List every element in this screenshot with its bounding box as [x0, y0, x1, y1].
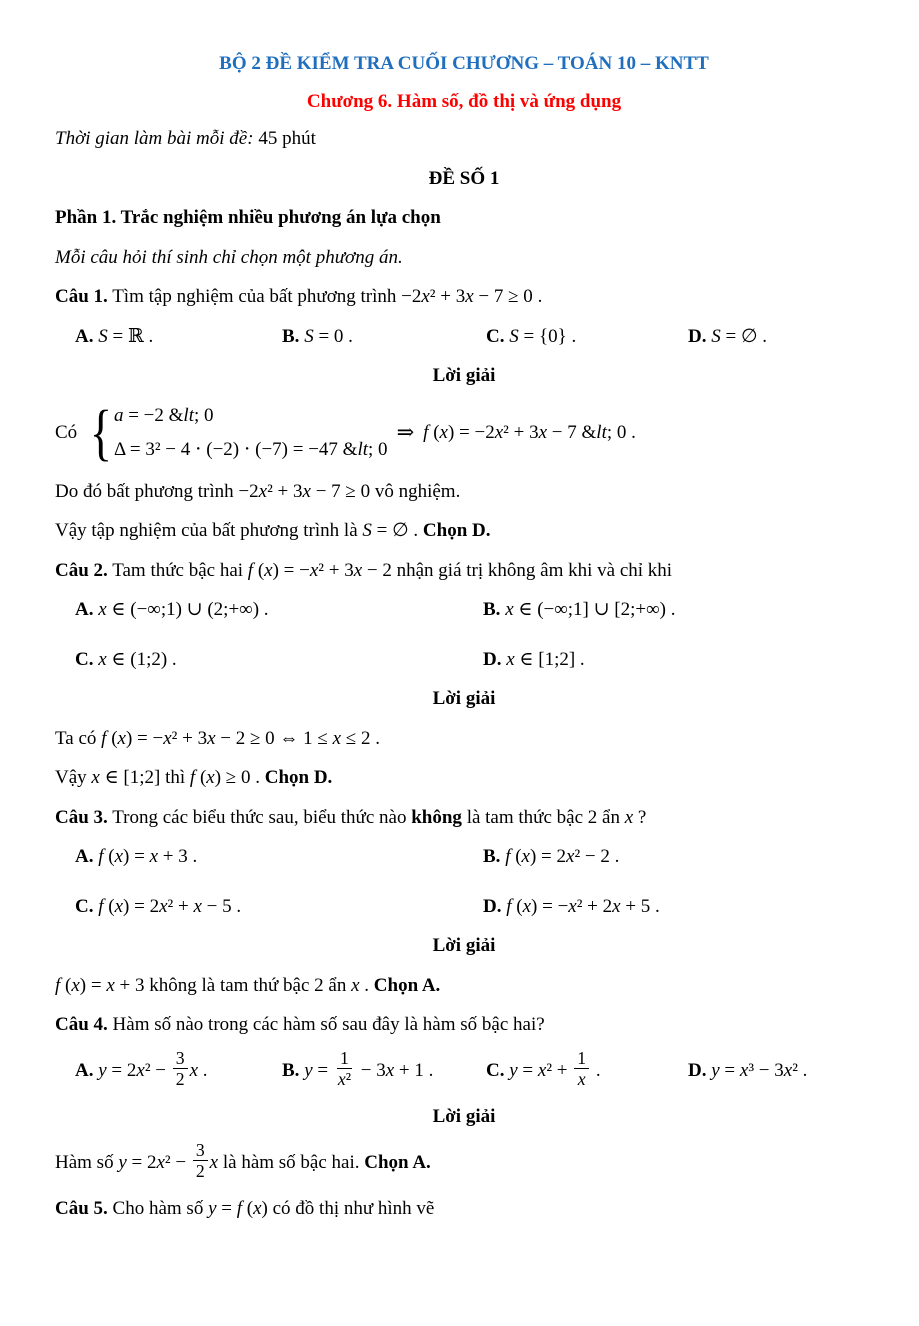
question-3-text: Trong các biểu thức sau, biểu thức nào — [107, 806, 412, 828]
question-1-math: −2x² + 3x − 7 ≥ 0 — [401, 286, 533, 307]
q3-sol-math2: x — [351, 974, 360, 996]
option-c — [75, 893, 483, 922]
question-5-math: y = f (x) — [208, 1198, 268, 1220]
q2-answer-choice: Chọn D. — [259, 767, 333, 789]
question-5-end: có đồ thị như hình vẽ — [267, 1198, 435, 1220]
question-2-end: nhận giá trị không âm khi và chỉ khi — [391, 559, 673, 581]
q4-sol-text2: là hàm số bậc hai. — [218, 1151, 360, 1173]
q3-solution-line1 — [55, 972, 873, 1001]
option-c-label: C. — [486, 1059, 505, 1081]
question-1-label: Câu 1. — [55, 286, 108, 307]
q4-sol-math: y = 2x² − $\frac{3}{2}$ x — [118, 1139, 219, 1182]
solution-heading-1: Lời giải — [432, 365, 496, 386]
option-b-math: y = $\frac{1}{\text{x²}}$ − 3x + 1 . — [304, 1047, 434, 1089]
option-a-label: A. — [75, 325, 94, 347]
option-a-math: f (x) = x + 3 . — [98, 846, 198, 868]
question-1-solution-system — [55, 398, 873, 467]
option-a — [75, 323, 282, 352]
q3-sol-dot: . — [359, 974, 370, 996]
option-c — [75, 646, 483, 675]
q2-conclusion-text: Vậy — [55, 767, 92, 789]
q2-conclusion-math2: f (x) ≥ 0 . — [189, 767, 260, 789]
option-b-math: x ∈ (−∞;1] ∪ [2;+∞) . — [505, 599, 676, 621]
option-c-math: f (x) = 2x² + x − 5 . — [98, 895, 242, 917]
question-5-text: Cho hàm số — [107, 1198, 209, 1220]
q1-sol-end: vô nghiệm. — [370, 480, 461, 502]
option-d — [688, 1057, 873, 1086]
option-b-label: B. — [483, 846, 501, 868]
option-d-math: S = ∅ . — [711, 325, 768, 347]
case-1: a = −2 &lt; 0 — [113, 404, 214, 426]
option-a-math: S = ℝ . — [98, 325, 154, 347]
time-label: Thời gian làm bài mỗi đề: — [55, 128, 254, 149]
q2-sol-text: Ta có — [55, 727, 102, 749]
question-2-options — [55, 596, 873, 674]
q1-sol-math: −2x² + 3x − 7 ≥ 0 — [238, 480, 371, 502]
part1-note: Mỗi câu hỏi thí sinh chỉ chọn một phương án. — [55, 246, 403, 268]
option-b-label: B. — [282, 325, 300, 347]
option-d-label: D. — [483, 895, 502, 917]
option-d-label: D. — [483, 648, 502, 670]
question-4-stem — [55, 1011, 873, 1040]
option-d-math: x ∈ [1;2] . — [506, 648, 585, 670]
option-a — [75, 596, 483, 625]
q2-conclusion-math1: x ∈ [1;2] — [91, 767, 161, 789]
option-c-label: C. — [75, 895, 94, 917]
question-1-stem — [55, 283, 873, 312]
option-d-math: y = x³ − 3x² . — [711, 1060, 808, 1082]
option-d-label: D. — [688, 325, 707, 347]
option-c-math: S = {0} . — [509, 325, 577, 347]
time-info — [55, 125, 873, 154]
option-b — [483, 596, 873, 625]
question-4-label: Câu 4. — [55, 1014, 108, 1036]
question-5-label: Câu 5. — [55, 1198, 108, 1220]
q3-sol-math1: f (x) = x + 3 — [55, 974, 145, 996]
question-3-stem — [55, 804, 873, 833]
q1-conclusion-text: Vậy tập nghiệm của bất phương trình là — [55, 520, 363, 542]
question-1-end: . — [532, 286, 543, 307]
option-b-math: f (x) = 2x² − 2 . — [505, 846, 620, 868]
question-3-end: ? — [633, 806, 647, 828]
option-d-math: f (x) = −x² + 2x + 5 . — [506, 895, 660, 917]
solution-heading-4: Lời giải — [432, 1106, 496, 1128]
solution-heading-3: Lời giải — [432, 935, 496, 957]
q2-solution-line1 — [55, 725, 873, 754]
q3-answer-choice: Chọn A. — [369, 974, 441, 996]
option-a-math: y = 2x² − $\frac{3}{2}$ x . — [98, 1047, 208, 1089]
option-b-label: B. — [282, 1059, 300, 1081]
option-a-label: A. — [75, 599, 94, 621]
question-2-math: f (x) = −x² + 3x − 2 — [247, 559, 392, 581]
solution-heading-2: Lời giải — [432, 688, 496, 710]
option-c — [486, 1047, 688, 1093]
option-d — [483, 646, 873, 675]
option-b — [282, 323, 486, 352]
q4-sol-text: Hàm số — [55, 1151, 119, 1173]
cases-rows — [114, 402, 388, 464]
question-5-stem — [55, 1195, 873, 1224]
q1-answer-choice: Chọn D. — [418, 520, 491, 542]
system-result: f (x) = −2x² + 3x − 7 &lt; 0 . — [423, 421, 636, 443]
option-b — [282, 1047, 486, 1093]
time-value: 45 phút — [253, 128, 316, 149]
implies-arrow: ⇒ — [396, 420, 415, 445]
question-3-math: x — [624, 806, 634, 828]
option-a-math: x ∈ (−∞;1) ∪ (2;+∞) . — [98, 599, 269, 621]
option-d-label: D. — [688, 1060, 707, 1082]
q1-conclusion-math: S = ∅ . — [362, 520, 419, 542]
cases-group — [86, 398, 388, 467]
q1-solution-line2 — [55, 478, 873, 507]
question-2-text: Tam thức bậc hai — [107, 559, 248, 581]
question-3-bold-word: không — [411, 806, 462, 828]
exam-number: ĐỀ SỐ 1 — [428, 167, 500, 189]
option-d — [688, 323, 873, 352]
option-b — [483, 843, 873, 872]
case-2: Δ = 3² − 4 ⋅ (−2) ⋅ (−7) = −47 &lt; 0 — [113, 439, 388, 461]
option-a-label: A. — [75, 846, 94, 868]
left-brace-glyph: { — [89, 398, 113, 467]
q1-sol-text: Do đó bất phương trình — [55, 480, 239, 502]
option-b-math: S = 0 . — [304, 325, 353, 347]
question-2-stem — [55, 557, 873, 586]
q1-solution-line3 — [55, 517, 873, 546]
system-intro: Có — [55, 421, 78, 443]
question-3-options — [55, 843, 873, 921]
question-3-label: Câu 3. — [55, 806, 108, 828]
option-c — [486, 323, 688, 352]
question-4-options — [55, 1047, 873, 1093]
q2-conclusion-mid: thì — [160, 767, 190, 789]
part1-heading: Phần 1. Trắc nghiệm nhiều phương án lựa chọn — [55, 207, 441, 228]
question-2-label: Câu 2. — [55, 559, 108, 581]
q2-sol-math: f (x) = −x² + 3x − 2 ≥ 0 ⇔ 1 ≤ x ≤ 2 . — [101, 727, 380, 749]
option-a-label: A. — [75, 1059, 94, 1081]
option-b-label: B. — [483, 599, 501, 621]
document-title: BỘ 2 ĐỀ KIỂM TRA CUỐI CHƯƠNG – TOÁN 10 – KNTT — [219, 53, 709, 74]
question-3-text2: là tam thức bậc 2 ẩn — [461, 806, 625, 828]
option-c-math: y = x² + $\frac{1}{x}$ . — [509, 1047, 601, 1089]
option-a — [75, 843, 483, 872]
question-1-options — [55, 323, 873, 352]
q3-sol-text: không là tam thứ bậc 2 ẩn — [144, 974, 352, 996]
option-a — [75, 1047, 282, 1093]
option-c-label: C. — [486, 325, 505, 347]
option-c-math: x ∈ (1;2) . — [98, 648, 177, 670]
question-1-text: Tìm tập nghiệm của bất phương trình — [107, 286, 402, 307]
chapter-subtitle: Chương 6. Hàm số, đồ thị và ứng dụng — [306, 90, 622, 112]
q2-solution-line2 — [55, 764, 873, 793]
q4-solution-line1 — [55, 1139, 873, 1185]
option-c-label: C. — [75, 648, 94, 670]
option-d — [483, 893, 873, 922]
question-4-text: Hàm số nào trong các hàm số sau đây là hàm số bậc hai? — [107, 1014, 545, 1036]
q4-answer-choice: Chọn A. — [359, 1151, 431, 1173]
